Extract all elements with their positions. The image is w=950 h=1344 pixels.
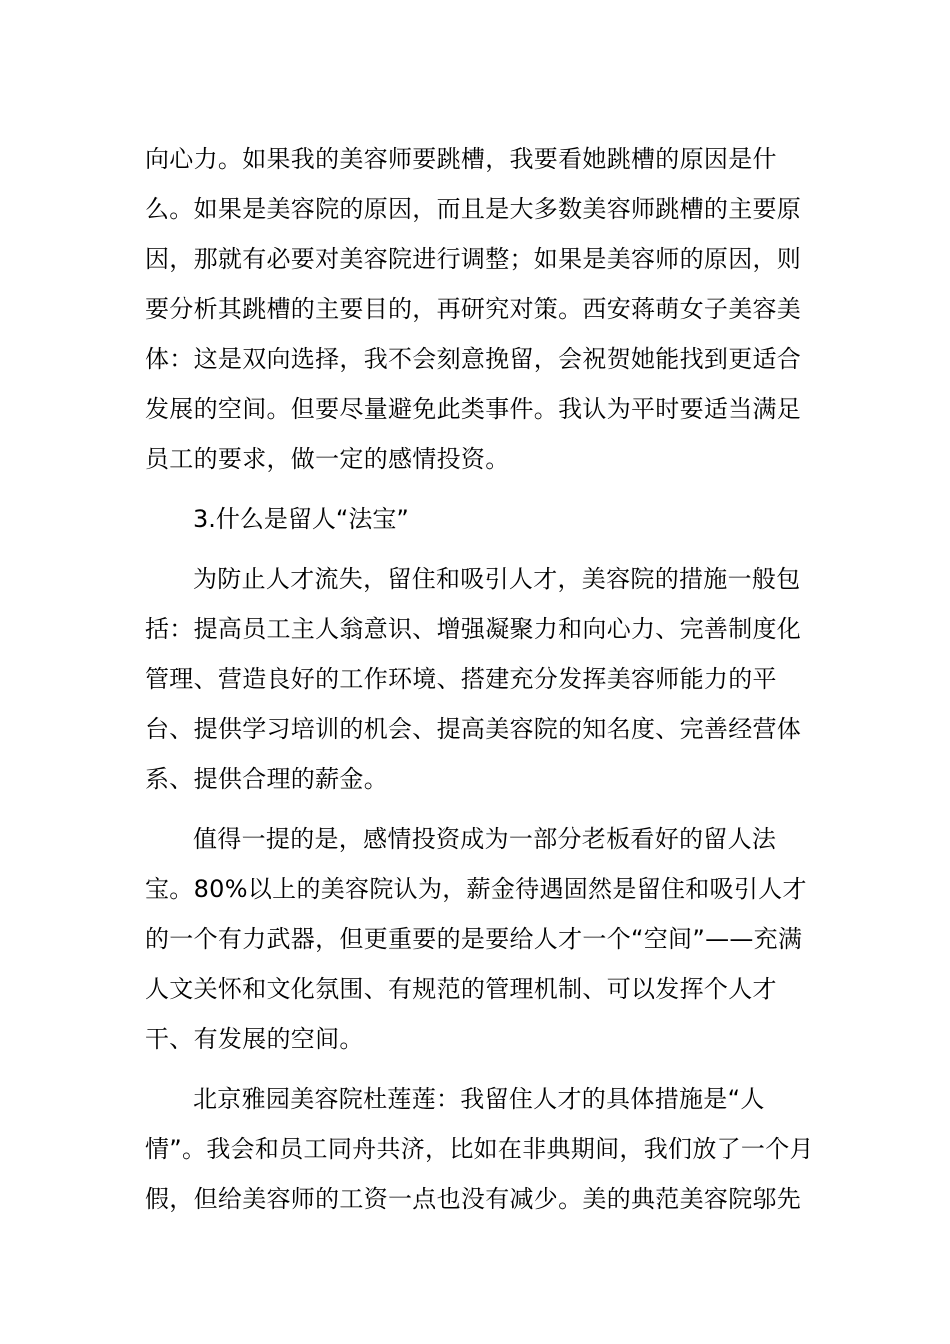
text-line: 么。如果是美容院的原因，而且是大多数美容师跳槽的主要原 <box>145 195 802 223</box>
text-line: 员工的要求，做一定的感情投资。 <box>145 445 510 473</box>
paragraph-retention-measures <box>145 554 810 804</box>
text-line: 向心力。如果我的美容师要跳槽，我要看她跳槽的原因是什 <box>145 145 777 173</box>
text-line: 假，但给美容师的工资一点也没有减少。美的典范美容院邬先 <box>145 1185 802 1213</box>
text-line: 宝。80%以上的美容院认为，薪金待遇固然是留住和吸引人才 <box>145 875 807 903</box>
text-line: 系、提供合理的薪金。 <box>145 765 388 793</box>
text-line: 为防止人才流失，留住和吸引人才，美容院的措施一般包 <box>193 565 801 593</box>
paragraph-turnover-reasons <box>145 134 810 484</box>
text-line: 的一个有力武器，但更重要的是要给人才一个“空间”——充满 <box>145 925 803 953</box>
text-line: 人文关怀和文化氛围、有规范的管理机制、可以发挥个人才 <box>145 975 777 1003</box>
text-line: 要分析其跳槽的主要目的，再研究对策。西安蒋萌女子美容美 <box>145 295 802 323</box>
paragraph-emotional-investment <box>145 814 810 1064</box>
section-heading: 3.什么是留人“法宝” <box>193 505 409 533</box>
text-line: 括：提高员工主人翁意识、增强凝聚力和向心力、完善制度化 <box>145 615 802 643</box>
text-line: 情”。我会和员工同舟共济，比如在非典期间，我们放了一个月 <box>145 1135 814 1163</box>
text-line: 干、有发展的空间。 <box>145 1025 364 1053</box>
text-line: 发展的空间。但要尽量避免此类事件。我认为平时要适当满足 <box>145 395 802 423</box>
text-line: 因，那就有必要对美容院进行调整；如果是美容师的原因，则 <box>145 245 802 273</box>
text-line: 台、提供学习培训的机会、提高美容院的知名度、完善经营体 <box>145 715 802 743</box>
text-line: 值得一提的是，感情投资成为一部分老板看好的留人法 <box>193 825 777 853</box>
paragraph-beijing-example <box>145 1074 814 1224</box>
document-body <box>145 134 814 1224</box>
text-line: 体：这是双向选择，我不会刻意挽留，会祝贺她能找到更适合 <box>145 345 802 373</box>
text-line: 管理、营造良好的工作环境、搭建充分发挥美容师能力的平 <box>145 665 777 693</box>
text-line: 北京雅园美容院杜莲莲：我留住人才的具体措施是“人 <box>193 1085 765 1113</box>
